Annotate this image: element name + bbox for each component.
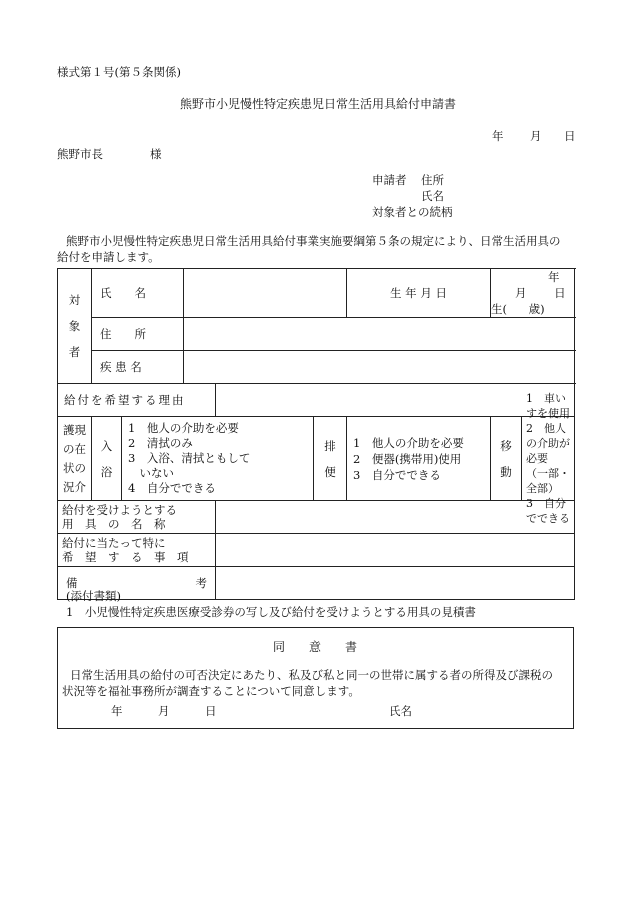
mobility-label: 移 動 (491, 417, 522, 500)
birth-label: 生 年 月 日 (347, 269, 491, 318)
date-year: 年 (492, 129, 504, 143)
consent-month: 月 (158, 704, 170, 718)
address-label: 住 所 (92, 318, 184, 351)
intro-text-line2: 給付を申請します。 (57, 250, 160, 264)
applicant-name-label: 氏名 (421, 189, 444, 203)
addressee-honorific: 様 (150, 147, 162, 161)
applicant-heading: 申請者 (372, 173, 407, 187)
equipment-label: 給付を受けようとする 用 具 の 名 称 (58, 501, 216, 534)
applicant-address-label: 住所 (421, 173, 444, 187)
reason-label: 給付を希望する理由 (58, 384, 216, 417)
equipment-field[interactable] (216, 501, 575, 534)
address-field[interactable] (184, 318, 575, 351)
subject-label: 対 象 者 (58, 269, 92, 384)
name-label: 氏 名 (92, 269, 184, 318)
attachments-heading: (添付書類) (66, 589, 121, 603)
request-label: 給付に当たって特に 希 望 す る 事 項 (58, 534, 216, 567)
consent-text-line1: 日常生活用具の給付の可否決定にあたり、私及び私と同一の世帯に属する者の所得及び課税の (70, 668, 553, 682)
disease-field[interactable] (184, 351, 575, 384)
bath-label: 入 浴 (92, 417, 122, 501)
consent-title: 同 意 書 (272, 640, 357, 654)
excretion-options: 1 他人の介助を必要 2 便器(携帯用)使用 3 自分でできる (347, 417, 491, 501)
mobility-options: 1 車いすを使用 2 他人の介助が必要 （一部・全部） 3 自分でできる (526, 392, 571, 525)
remarks-field[interactable] (216, 567, 575, 600)
remarks-label: 備 考 (58, 567, 216, 600)
consent-year: 年 (111, 704, 123, 718)
consent-name-label: 氏名 (389, 704, 412, 718)
consent-day: 日 (205, 704, 217, 718)
intro-text-line1: 熊野市小児慢性特定疾患児日常生活用具給付事業実施要綱第５条の規定により、日常生活用具の (66, 234, 561, 248)
name-field[interactable] (184, 269, 347, 318)
consent-text-line2: 状況等を福祉事務所が調査することについて同意します。 (62, 684, 360, 698)
form-number: 様式第１号(第５条関係) (57, 65, 181, 79)
bath-options: 1 他人の介助を必要 2 清拭のみ 3 入浴、清拭ともして いない 4 自分でできる (122, 417, 314, 501)
request-field[interactable] (216, 534, 575, 567)
reason-field[interactable] (216, 384, 575, 417)
addressee-name: 熊野市長 (57, 147, 103, 161)
date-month: 月 (530, 129, 542, 143)
excretion-label: 排 便 (314, 417, 347, 501)
attachments-item: 1 小児慢性特定疾患医療受診券の写し及び給付を受けようとする用具の見積書 (66, 605, 476, 619)
birth-field[interactable]: 年 月 日生( 歳) (491, 269, 575, 318)
care-status-label: 護現 の在 状の 況介 (58, 417, 92, 501)
applicant-relation-label: 対象者との続柄 (372, 205, 453, 219)
date-day: 日 (564, 129, 576, 143)
page-title: 熊野市小児慢性特定疾患児日常生活用具給付申請書 (180, 97, 457, 111)
mobility-cell (491, 392, 575, 525)
application-table (57, 268, 575, 600)
disease-label: 疾 患 名 (92, 351, 184, 384)
